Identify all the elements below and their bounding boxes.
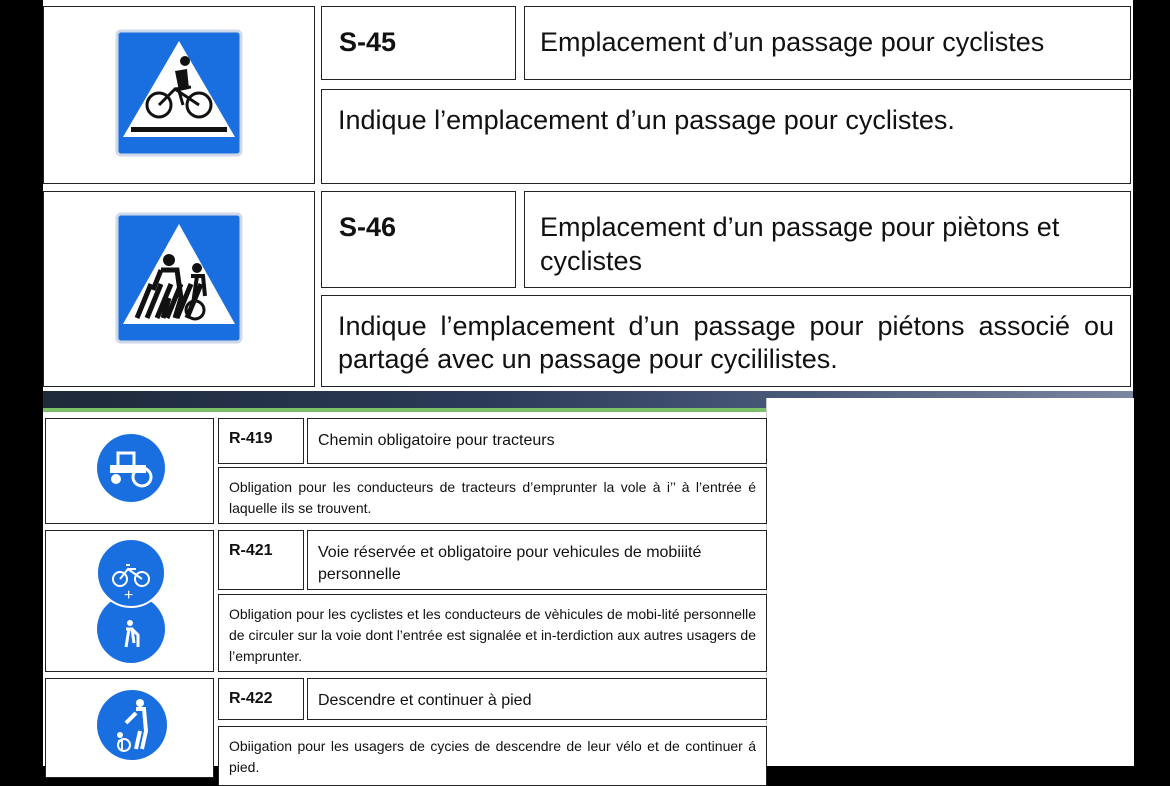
sign-image-cell xyxy=(45,678,214,778)
sign-name-cell xyxy=(307,678,767,720)
sign-image-cell xyxy=(45,418,214,524)
sign-description: Indique l’emplacement d’un passage pour piétons associé ou partagé avec un passage pour cycililistes. xyxy=(338,311,1114,374)
plus-sign: + xyxy=(124,587,134,604)
sign-name-cell xyxy=(524,6,1131,80)
walk-bike-icon xyxy=(96,689,168,761)
sign-description-cell xyxy=(321,295,1131,387)
sign-name: Chemin obligatoire pour tracteurs xyxy=(318,432,555,449)
sign-name: Descendre et continuer à pied xyxy=(318,692,532,709)
sign-description: Indique l’emplacement d’un passage pour cyclistes. xyxy=(338,105,955,135)
sign-description-cell xyxy=(218,726,767,786)
sign-name-cell xyxy=(524,191,1131,288)
sign-description-cell xyxy=(218,594,767,672)
sign-name-cell xyxy=(307,418,767,464)
sign-code: S-46 xyxy=(339,212,397,242)
sign-name: Voie réservée et obligatoire pour vehicules de mobiiité personnelle xyxy=(318,544,702,583)
sign-description: Obligation pour les cyclistes et les conducteurs de vèhicules de mobi-lité personnelle de circuler sur la voie dont l’entrée est signalée et in-terdiction aux autres usagers de l’emprunter. xyxy=(229,606,756,664)
tractor-icon xyxy=(96,433,166,503)
blank-area xyxy=(766,398,1134,766)
signs-document xyxy=(43,0,1133,775)
cyclist-crossing-icon xyxy=(117,31,241,155)
sign-name: Emplacement d’un passage pour piètons et cyclistes xyxy=(540,212,1060,276)
sign-code: R-419 xyxy=(229,430,273,447)
section-divider-accent xyxy=(43,408,766,412)
sign-code: S-45 xyxy=(339,27,397,57)
sign-code-cell xyxy=(321,6,516,80)
sign-description-cell xyxy=(321,89,1131,184)
sign-code-cell xyxy=(218,418,304,464)
pedestrian-cyclist-crossing-icon xyxy=(117,214,241,342)
sign-description: Obligation pour les conducteurs de tracteurs d’emprunter la vole à i’’ à l’entrée é laquelle ils se trouvent. xyxy=(229,479,756,516)
sign-code: R-421 xyxy=(229,542,273,559)
sign-name: Emplacement d’un passage pour cyclistes xyxy=(540,27,1045,57)
sign-image-cell xyxy=(43,6,315,184)
sign-image-cell xyxy=(43,191,315,387)
sign-code-cell xyxy=(218,530,304,590)
sign-description: Obiigation pour les usagers de cycies de descendre de leur vélo et de continuer á pied. xyxy=(229,738,756,775)
sign-code-cell xyxy=(321,191,516,288)
sign-code-cell xyxy=(218,678,304,720)
sign-code: R-422 xyxy=(229,690,273,707)
sign-description-cell xyxy=(218,467,767,524)
sign-name-cell xyxy=(307,530,767,590)
sign-image-cell xyxy=(45,530,214,672)
